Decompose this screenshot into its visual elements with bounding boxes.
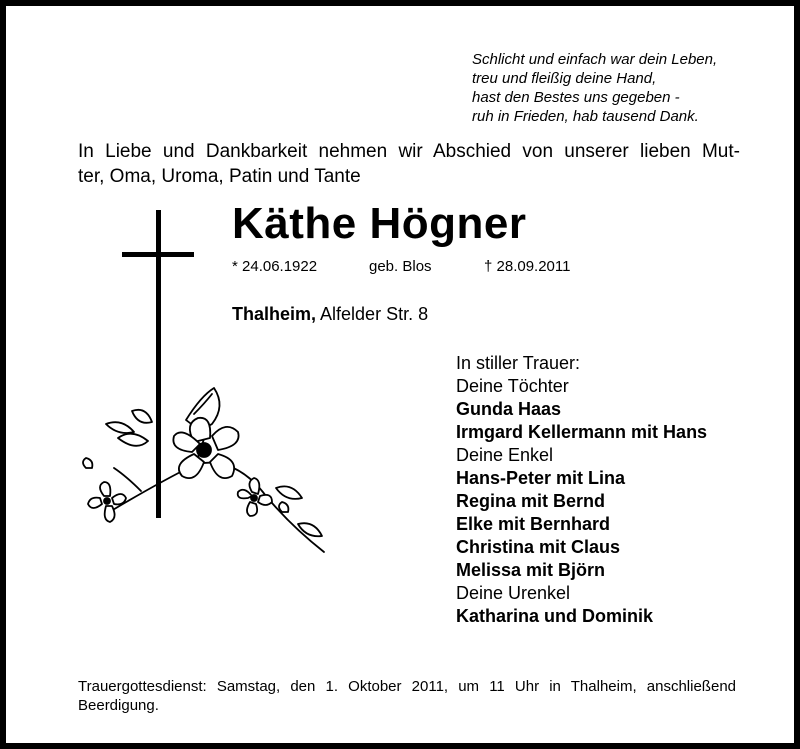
address-street: Alfelder Str. 8 [320,304,429,324]
poem-line: treu und fleißig deine Hand, [472,70,657,87]
poem-line: hast den Bestes uns gegeben - [472,89,680,106]
death-date: † 28.09.2011 [484,258,571,275]
daughters-label: Deine Töchter [456,376,569,396]
footer-line-1: Trauergottesdienst: Samstag, den 1. Oktober 2011, um 11 Uhr in Thalheim, anschließend [78,678,736,695]
footer-line-2: Beerdigung. [78,697,159,714]
mourner-name: Christina mit Claus [456,537,621,557]
mourners-list [456,352,707,628]
maiden-name: geb. Blos [369,258,432,275]
mourner-name: Gunda Haas [456,399,562,419]
birth-date: * 24.06.1922 [232,258,318,275]
mourner-name: Irmgard Kellermann mit Hans [456,422,708,442]
mourner-name: Katharina und Dominik [456,606,654,626]
intro-text [78,139,740,189]
deceased-name: Käthe Högner [232,199,527,248]
poem [472,50,717,126]
poem-line: ruh in Frieden, hab tausend Dank. [472,108,699,125]
intro-line-2: ter, Oma, Uroma, Patin und Tante [78,166,361,187]
address-city: Thalheim, [232,304,317,324]
intro-line-1: In Liebe und Dankbarkeit nehmen wir Abschied von unserer lieben Mut- [78,141,740,162]
mourners-heading: In stiller Trauer: [456,353,581,373]
great-grandchildren-label: Deine Urenkel [456,583,571,603]
mourner-name: Elke mit Bernhard [456,514,611,534]
flower-branch-icon [83,388,324,552]
mourner-name: Melissa mit Björn [456,560,606,580]
cross-and-flowers-art [66,206,336,561]
mourner-name: Hans-Peter mit Lina [456,468,626,488]
poem-line: Schlicht und einfach war dein Leben, [472,51,718,68]
mourner-name: Regina mit Bernd [456,491,606,511]
funeral-service-note [78,677,736,715]
grandchildren-label: Deine Enkel [456,445,554,465]
